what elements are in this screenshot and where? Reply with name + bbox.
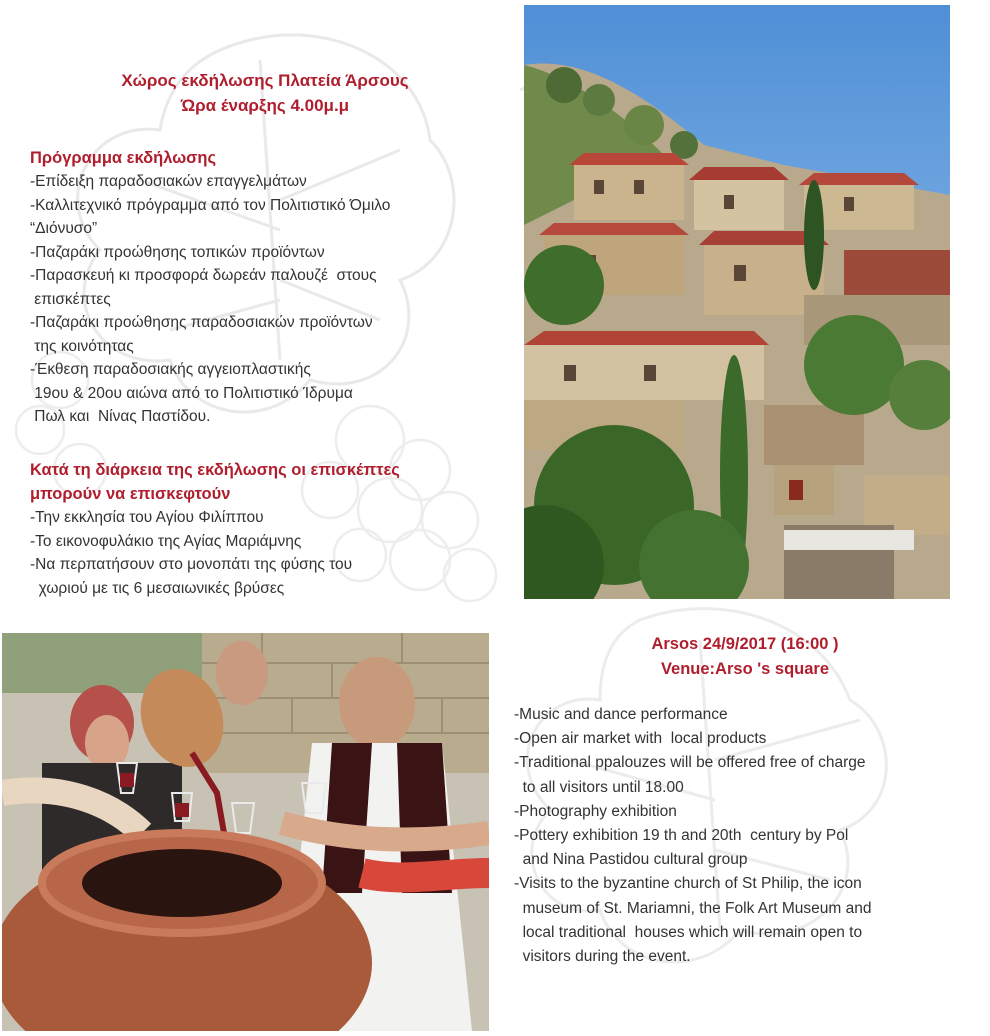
visits-item: χωριού με τις 6 μεσαιωνικές βρύσες [30,579,285,597]
village-photo [524,5,950,599]
wine-pouring-photo [2,633,489,1031]
program-item: -Music and dance performance [514,706,728,723]
program-item: Πωλ και Νίνας Παστίδου. [30,408,211,425]
program-item: local traditional houses which will remain open to [514,923,863,941]
program-item: -Open air market with local products [514,730,767,748]
program-item: -Παζαράκι προώθησης τοπικών προϊόντων [30,243,325,261]
program-item: επισκέπτες [30,290,111,308]
greek-program-section [30,146,510,429]
program-item: to all visitors until 18.00 [514,778,684,796]
program-item: museum of St. Mariamni, the Folk Art Museum and [514,899,872,917]
program-item: and Nina Pastidou cultural group [514,851,748,869]
program-item: -Επίδειξη παραδοσιακών επαγγελμάτων [30,173,307,190]
english-event-header [510,632,980,682]
program-item: -Visits to the byzantine church of St Philip, the icon [514,875,862,893]
program-heading: Πρόγραμμα εκδήλωσης [30,149,217,167]
program-item: -Photography exhibition [514,802,677,820]
visits-heading: Κατά τη διάρκεια της εκδήλωσης οι επισκέπτες [30,461,400,479]
visits-item: -Την εκκλησία του Αγίου Φιλίππου [30,509,264,526]
village-illustration [524,5,950,599]
program-item: visitors during the event. [514,948,691,966]
program-item: -Παζαράκι προώθησης παραδοσιακών προϊόντων [30,314,373,331]
visits-item: -Να περπατήσουν στο μονοπάτι της φύσης του [30,556,353,573]
program-item: 19ου & 20ου αιώνα από το Πολιτιστικό Ίδρυμα [30,384,353,402]
visits-item: -Το εικονοφυλάκιο της Αγίας Μαριάμνης [30,532,302,550]
english-program-section [514,703,984,969]
start-time-line: Ώρα έναρξης 4.00μ.μ [180,96,350,115]
program-item: -Καλλιτεχνικό πρόγραμμα από τον Πολιτιστικό Όμιλο [30,196,391,214]
program-item: -Έκθεση παραδοσιακής αγγειοπλαστικής [30,361,311,378]
wine-illustration [2,633,489,1031]
program-item: της κοινότητας [30,337,134,355]
program-item: -Traditional ppalouzes will be offered free of charge [514,754,866,772]
program-item: -Pottery exhibition 19 th and 20th century by Pol [514,827,849,845]
event-date-line: Arsos 24/9/2017 (16:00 ) [651,635,839,653]
program-item: “Διόνυσο” [30,220,98,237]
visits-heading: μπορούν να επισκεφτούν [30,485,231,503]
event-venue-line: Venue:Arso 's square [660,660,830,678]
greek-venue-header [30,68,500,118]
venue-line: Χώρος εκδήλωσης Πλατεία Άρσους [121,71,409,90]
greek-visits-section [30,458,510,600]
program-item: -Παρασκευή κι προσφορά δωρεάν παλουζέ στους [30,267,377,284]
